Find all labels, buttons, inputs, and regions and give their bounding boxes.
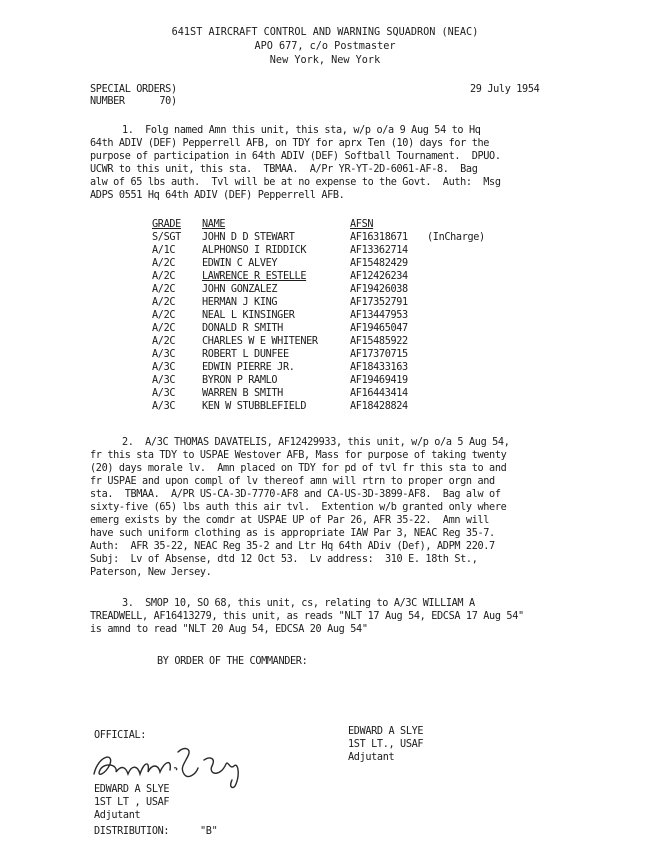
afsn-cell: AF17370715 [350,349,408,360]
para2-line: sixty-five (65) lbs auth this air tvl. Extention w/b granted only where [90,502,507,513]
para2-line: have such uniform clothing as is appropriate IAW Par 3, NEAC Reg 35-7. [90,528,495,539]
name-cell: LAWRENCE R ESTELLE [202,271,307,282]
grade-cell: A/3C [152,388,176,399]
grade-cell: A/3C [152,401,176,412]
name-cell: JOHN D D STEWART [202,232,295,243]
para2-line: sta. TBMAA. A/PR US-CA-3D-7770-AF8 and CA-US-3D-3899-AF8. Bag alw of [90,489,501,500]
table-row [152,336,408,349]
para2-line: fr USPAE and upon compl of lv thereof amn will rtrn to proper orgn and [90,476,495,487]
distribution-value: "B" [200,826,218,837]
unit-heading: 641ST AIRCRAFT CONTROL AND WARNING SQUADRON (NEAC) [171,27,479,38]
name-cell: ROBERT L DUNFEE [202,349,289,360]
grade-cell: A/1C [152,245,176,256]
grade-cell: A/3C [152,362,176,373]
para3-line: 3. SMOP 10, SO 68, this unit, cs, relating to A/3C WILLIAM A [122,598,475,609]
official-rank: 1ST LT , USAF [94,797,170,808]
afsn-cell: AF13447953 [350,310,408,321]
official-title: Adjutant [94,810,141,821]
grade-cell: A/2C [152,323,176,334]
name-cell: DONALD R SMITH [202,323,283,334]
para2-line: 2. A/3C THOMAS DAVATELIS, AF12429933, this unit, w/p o/a 5 Aug 54, [122,437,510,448]
para3-line: is amnd to read "NLT 20 Aug 54, EDCSA 20 Aug 54" [90,624,368,635]
name-cell: KEN W STUBBLEFIELD [202,401,307,412]
afsn-cell: AF15485922 [350,336,408,347]
name-cell: ALPHONSO I RIDDICK [202,245,307,256]
afsn-cell: AF16318671 [350,232,408,243]
para1-line: 1. Folg named Amn this unit, this sta, w/p o/a 9 Aug 54 to Hq [122,125,481,136]
afsn-cell: AF16443414 [350,388,408,399]
afsn-cell: AF19465047 [350,323,408,334]
signatory-title: Adjutant [348,752,395,763]
grade-cell: A/3C [152,349,176,360]
afsn-column-header: AFSN [350,219,374,230]
table-row [152,388,408,401]
para1-line: 64th ADIV (DEF) Pepperrell AFB, on TDY for aprx Ten (10) days for the [90,138,490,149]
afsn-cell: AF18428824 [350,401,408,412]
distribution-label: DISTRIBUTION: [94,826,170,837]
orders-date: 29 July 1954 [470,84,540,95]
name-cell: EDWIN C ALVEY [202,258,278,269]
para1-line: purpose of participation in 64th ADIV (DEF) Softball Tournament. DPUO. [90,151,501,162]
grade-cell: S/SGT [152,232,181,243]
table-row [152,375,408,388]
grade-cell: A/2C [152,336,176,347]
table-row [152,323,408,336]
table-row [152,401,408,414]
para2-line: Auth: AFR 35-22, NEAC Reg 35-2 and Ltr Hq 64th ADiv (Def), ADPM 220.7 [90,541,495,552]
name-cell: WARREN B SMITH [202,388,283,399]
para1-line: UCWR to this unit, this sta. TBMAA. A/Pr YR-YT-2D-6061-AF-8. Bag [90,164,478,175]
afsn-cell: AF19426038 [350,284,408,295]
roster-header-row [152,219,374,232]
name-cell: BYRON P RAMLO [202,375,278,386]
para2-line: Paterson, New Jersey. [90,567,212,578]
grade-column-header: GRADE [152,219,181,230]
in-charge-note: (InCharge) [427,232,485,243]
apo-line: APO 677, c/o Postmaster [254,41,396,52]
table-row [152,232,485,245]
name-cell: HERMAN J KING [202,297,278,308]
table-row [152,258,408,271]
grade-cell: A/2C [152,310,176,321]
signatory-name: EDWARD A SLYE [348,726,424,737]
table-row [152,284,408,297]
closing-line: BY ORDER OF THE COMMANDER: [157,656,308,667]
table-row [152,310,408,323]
table-row [152,362,408,375]
table-row [152,297,408,310]
official-label: OFFICIAL: [94,730,147,741]
para1-line: ADPS 0551 Hq 64th ADIV (DEF) Pepperrell AFB. [90,190,345,201]
name-cell: EDWIN PIERRE JR. [202,362,295,373]
name-cell: CHARLES W E WHITENER [202,336,318,347]
grade-cell: A/2C [152,271,176,282]
afsn-cell: AF19469419 [350,375,408,386]
grade-cell: A/2C [152,258,176,269]
para1-line: alw of 65 lbs auth. Tvl will be at no expense to the Govt. Auth: Msg [90,177,501,188]
para3-line: TREADWELL, AF16413279, this unit, as reads "NLT 17 Aug 54, EDCSA 17 Aug 54" [90,611,524,622]
para2-line: fr this sta TDY to USPAE Westover AFB, Mass for purpose of taking twenty [90,450,507,461]
city-line: New York, New York [269,55,381,66]
para2-line: emerg exists by the comdr at USPAE UP of Par 26, AFR 35-22. Amn will [90,515,490,526]
afsn-cell: AF18433163 [350,362,408,373]
grade-cell: A/2C [152,284,176,295]
signatory-rank: 1ST LT., USAF [348,739,424,750]
table-row [152,349,408,362]
orders-number: NUMBER 70) [90,96,177,107]
name-cell: NEAL L KINSINGER [202,310,295,321]
afsn-cell: AF15482429 [350,258,408,269]
grade-cell: A/2C [152,297,176,308]
name-column-header: NAME [202,219,226,230]
table-row [152,245,408,258]
grade-cell: A/3C [152,375,176,386]
para2-line: Subj: Lv of Absense, dtd 12 Oct 53. Lv address: 310 E. 18th St., [90,554,478,565]
afsn-cell: AF12426234 [350,271,408,282]
official-name: EDWARD A SLYE [94,784,170,795]
name-cell: JOHN GONZALEZ [202,284,278,295]
afsn-cell: AF17352791 [350,297,408,308]
table-row [152,271,408,284]
orders-title: SPECIAL ORDERS) [90,84,177,95]
para2-line: (20) days morale lv. Amn placed on TDY for pd of tvl fr this sta to and [90,463,507,474]
afsn-cell: AF13362714 [350,245,408,256]
